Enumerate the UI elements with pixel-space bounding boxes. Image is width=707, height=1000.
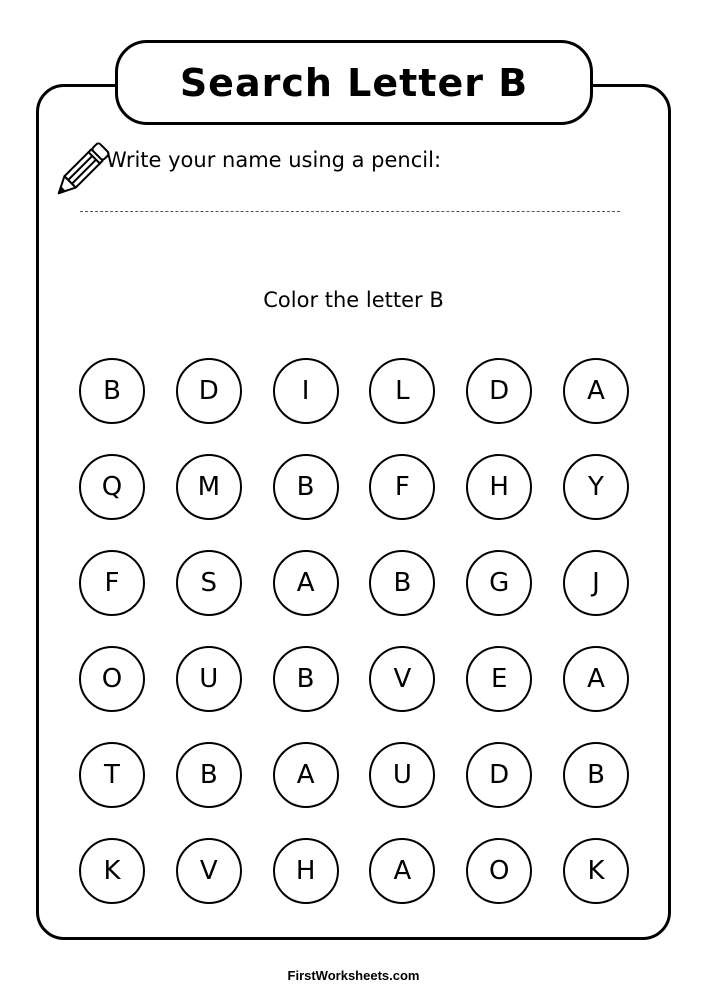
footer-site: FirstWorksheets.com (287, 968, 420, 983)
letter-circle[interactable]: K (563, 838, 629, 904)
letter-circle[interactable]: S (176, 550, 242, 616)
letter-circle[interactable]: G (466, 550, 532, 616)
letter-circle[interactable]: A (369, 838, 435, 904)
letter-circle[interactable]: V (369, 646, 435, 712)
letter-circle[interactable]: A (563, 358, 629, 424)
letter-circle[interactable]: B (273, 454, 339, 520)
letter-circle[interactable]: B (79, 358, 145, 424)
letter-circle[interactable]: D (176, 358, 242, 424)
letter-circle[interactable]: B (563, 742, 629, 808)
letter-circle[interactable]: I (273, 358, 339, 424)
letter-circle[interactable]: D (466, 742, 532, 808)
letter-circle[interactable]: K (79, 838, 145, 904)
letter-circle[interactable]: F (79, 550, 145, 616)
letter-circle[interactable]: H (273, 838, 339, 904)
letter-circle[interactable]: T (79, 742, 145, 808)
letter-circle[interactable]: B (176, 742, 242, 808)
letter-circle[interactable]: D (466, 358, 532, 424)
letter-circle[interactable]: U (176, 646, 242, 712)
letter-circle[interactable]: U (369, 742, 435, 808)
letter-circle[interactable]: E (466, 646, 532, 712)
letter-circle[interactable]: O (79, 646, 145, 712)
letter-grid (79, 358, 624, 904)
instruction-text: Color the letter B (263, 288, 444, 312)
letter-circle[interactable]: A (273, 550, 339, 616)
letter-circle[interactable]: Q (79, 454, 145, 520)
letter-circle[interactable]: M (176, 454, 242, 520)
letter-circle[interactable]: J (563, 550, 629, 616)
letter-circle[interactable]: L (369, 358, 435, 424)
name-prompt: Write your name using a pencil: (106, 148, 442, 172)
letter-circle[interactable]: Y (563, 454, 629, 520)
title-banner (115, 40, 593, 125)
letter-circle[interactable]: A (273, 742, 339, 808)
worksheet-title: Search Letter B (179, 60, 529, 105)
letter-circle[interactable]: B (273, 646, 339, 712)
letter-circle[interactable]: V (176, 838, 242, 904)
letter-circle[interactable]: F (369, 454, 435, 520)
letter-circle[interactable]: B (369, 550, 435, 616)
letter-circle[interactable]: A (563, 646, 629, 712)
letter-circle[interactable]: H (466, 454, 532, 520)
pencil-icon (48, 140, 112, 204)
name-writing-line[interactable] (80, 211, 620, 212)
letter-circle[interactable]: O (466, 838, 532, 904)
